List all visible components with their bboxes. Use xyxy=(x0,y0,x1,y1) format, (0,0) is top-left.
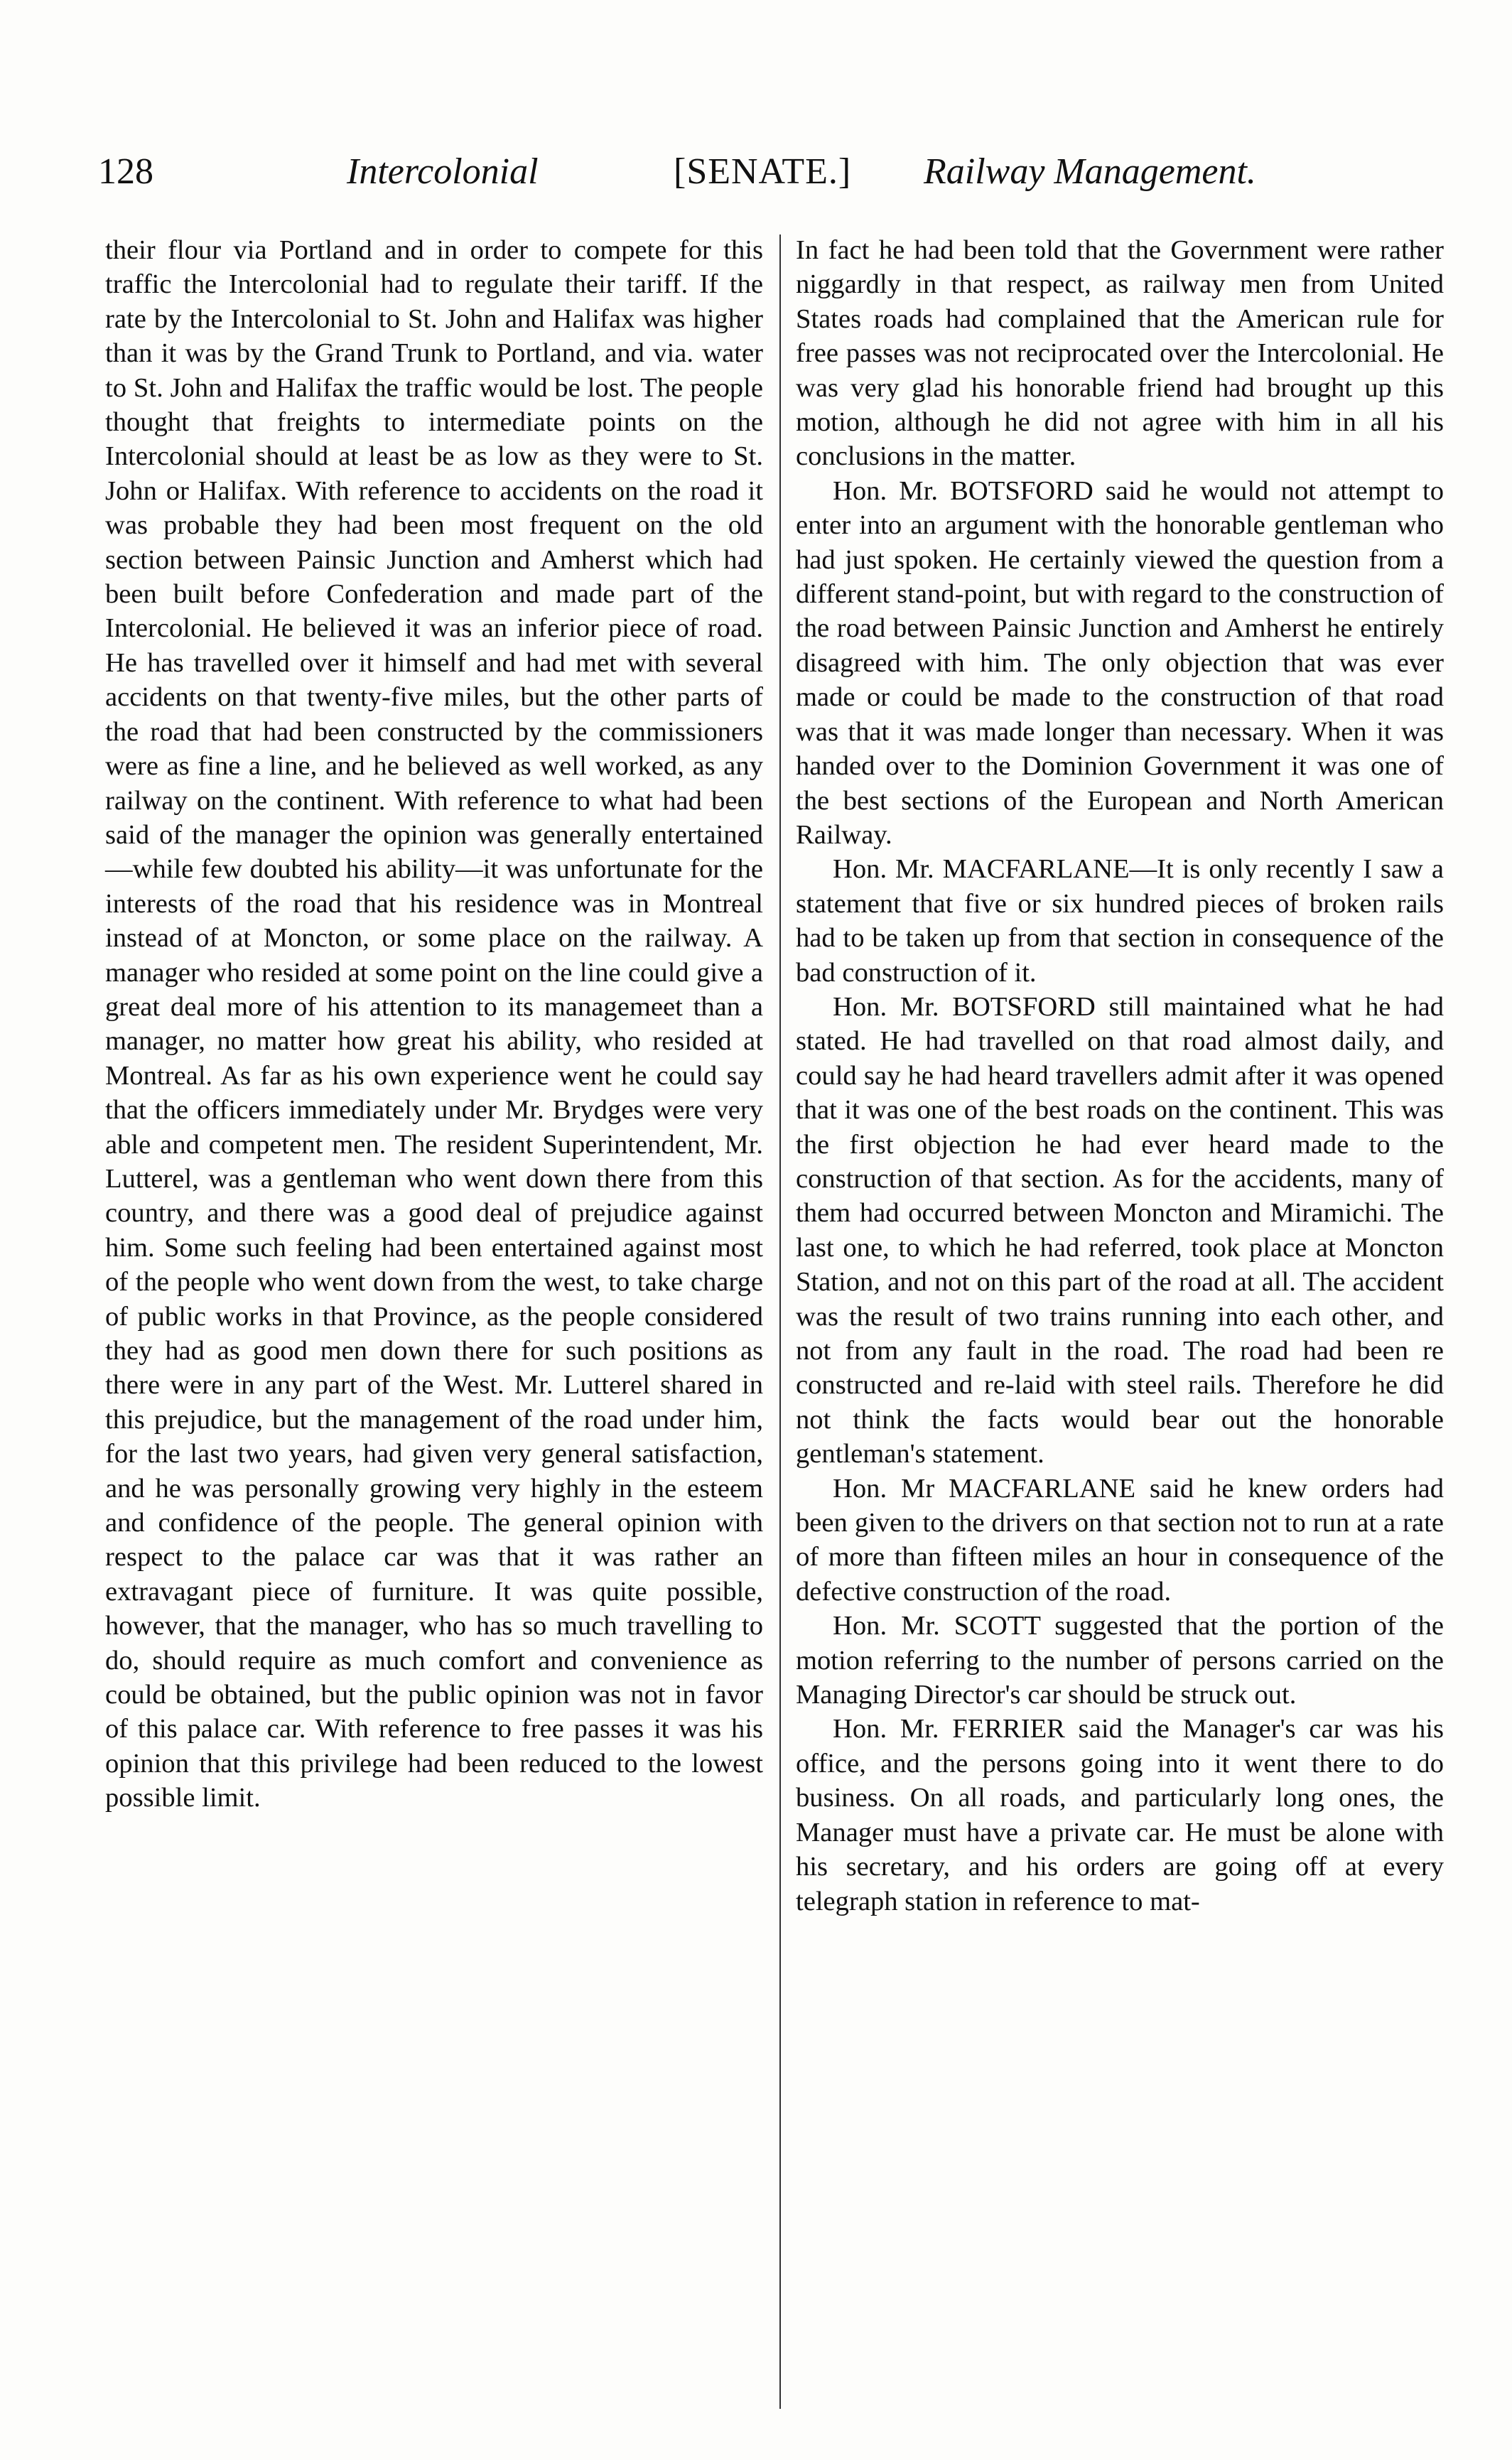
running-header xyxy=(98,151,1306,207)
header-left-title: Intercolonial xyxy=(347,151,539,192)
paragraph: their flour via Portland and in order to compete for this traffic the Intercolonial had to regulate their tariff. If the rate by the Intercolonial to St. John and Halifax was higher than it was by the Grand Trunk to Portland, and via. water to St. John and Halifax the traffic would be lost. The people thought that freights to intermediate points on the Intercolonial should at least be as low as they were to St. John or Halifax. With reference to accidents on the road it was probable they had been most frequent on the old section between Painsic Junction and Amherst which had been built before Confederation and made part of the Intercolonial. He believed it was an inferior piece of road. He has travelled over it himself and had met with several accidents on that twenty-five miles, but the other parts of the road that had been constructed by the commissioners were as fine a line, and he believed as well worked, as any railway on the continent. With reference to what had been said of the manager the opinion was generally entertained—while few doubted his ability—it was unfortunate for the interests of the road that his residence was in Montreal instead of at Moncton, or some place on the railway. A manager who resided at some point on the line could give a great deal more of his attention to its managemeet than a manager, no matter how great his ability, who resided at Montreal. As far as his own experience went he could say that the officers immediately under Mr. Brydges were very able and competent men. The resident Superintendent, Mr. Lutterel, was a gentleman who went down there from this country, and there was a good deal of prejudice against him. Some such feeling had been entertained against most of the people who went down from the west, to take charge of public works in that Province, as the people considered they had as good men down there for such positions as there were in any part of the West. Mr. Lutterel shared in this prejudice, but the management of the road under him, for the last two years, had given very general satisfaction, and he was personally growing very highly in the esteem and confidence of the people. The general opinion with respect to the palace car was that it was rather an extravagant piece of furniture. It was quite possible, however, that the manager, who has so much travelling to do, should require as much comfort and convenience as could be obtained, but the public opinion was not in favor of this palace car. With reference to free passes it was his opinion that this privilege had been reduced to the lowest possible limit. xyxy=(105,235,763,1813)
column-divider xyxy=(779,234,781,2409)
paragraph: In fact he had been told that the Government were rather niggardly in that respect, as railway men from United States roads had complained that the American rule for free passes was not reciprocated over the Intercolonial. He was very glad his honorable friend had brought up this motion, although he did not agree with him in all his conclusions in the matter. xyxy=(796,235,1444,472)
header-center-title: [SENATE.] xyxy=(674,151,852,192)
header-right-title: Railway Management. xyxy=(924,151,1256,192)
page-number: 128 xyxy=(98,151,153,192)
paragraph: Hon. Mr. BOTSFORD said he would not attempt to enter into an argument with the honorable gentleman who had just spoken. He certainly viewed the question from a different stand-point, but with regard to the construction of the road between Painsic Junction and Amherst he entirely disagreed with him. The only objection that was ever made or could be made to the construction of that road was that it was made longer than necessary. When it was handed over to the Dominion Government it was one of the best sections of the European and North American Railway. xyxy=(796,475,1444,850)
paragraph: Hon. Mr. MACFARLANE—It is only recently I saw a statement that five or six hundred pieces of broken rails had to be taken up from that section in consequence of the bad construction of it. xyxy=(796,854,1444,988)
paragraph: Hon. Mr. SCOTT suggested that the portion of the motion referring to the number of persons carried on the Managing Director's car should be struck out. xyxy=(796,1611,1444,1710)
right-column xyxy=(796,233,1444,1919)
paragraph: Hon. Mr. BOTSFORD still maintained what he had stated. He had travelled on that road almost daily, and could say he had heard travellers admit after it was opened that it was one of the best roads on the continent. This was the first objection he had ever heard made to the construction of that section. As for the accidents, many of them had occurred between Moncton and Miramichi. The last one, to which he had referred, took place at Moncton Station, and not on this part of the road at all. The accident was the result of two trains running into each other, and not from any fault in the road. The road had been re constructed and re-laid with steel rails. Therefore he did not think the facts would bear out the honorable gentleman's statement. xyxy=(796,991,1444,1469)
paragraph: Hon. Mr. FERRIER said the Manager's car was his office, and the persons going into it went there to do business. On all roads, and particularly long ones, the Manager must have a private car. He must be alone with his secretary, and his orders are going off at every telegraph station in reference to mat- xyxy=(796,1714,1444,1916)
left-column xyxy=(105,233,763,1816)
paragraph: Hon. Mr MACFARLANE said he knew orders had been given to the drivers on that section not to run at a rate of more than fifteen miles an hour in consequence of the defective construction of the road. xyxy=(796,1473,1444,1607)
